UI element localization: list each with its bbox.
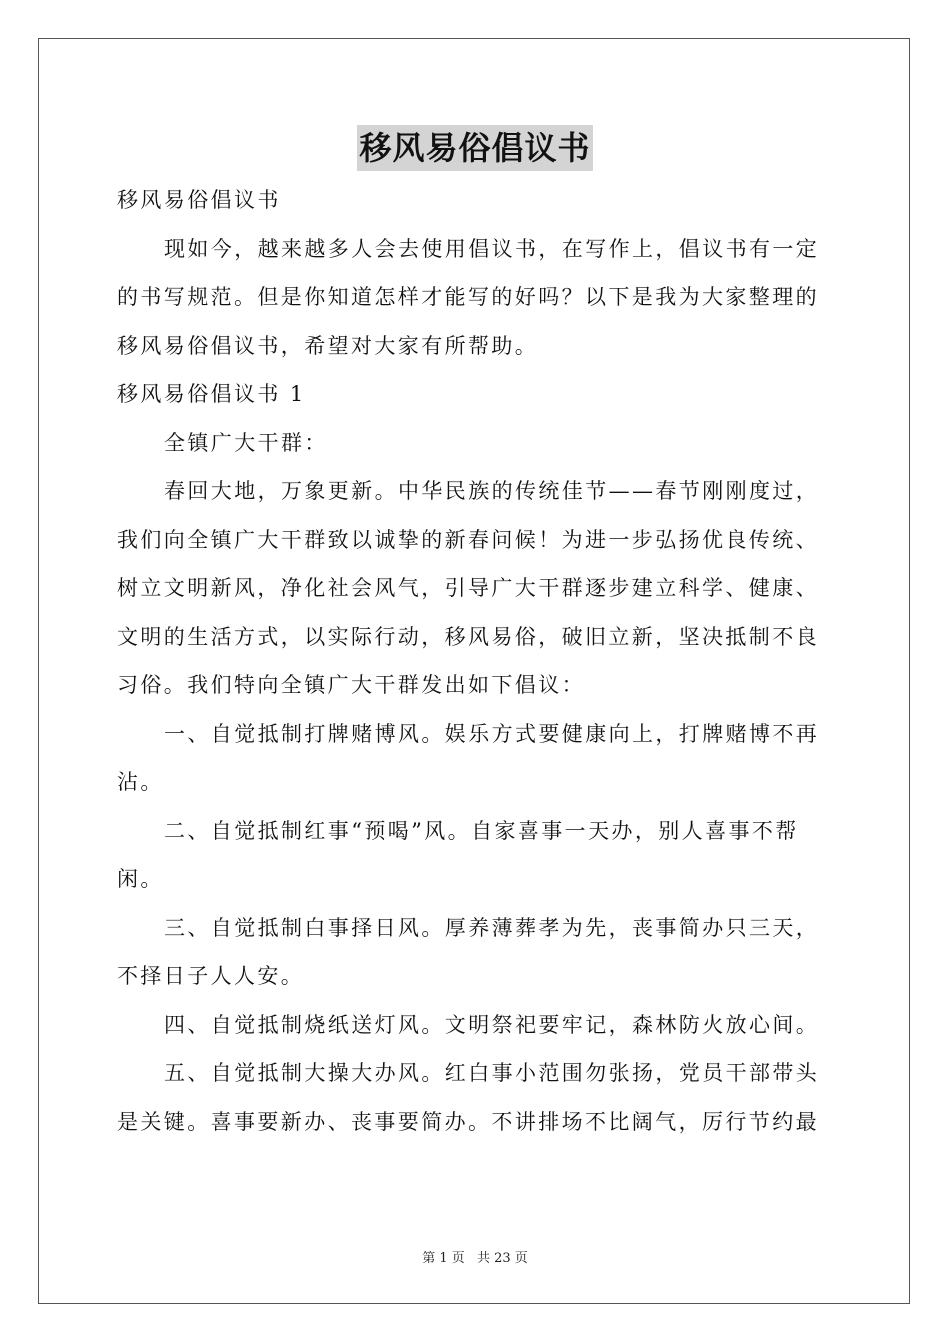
proposal-line: 是关键。喜事要新办、丧事要简办。不讲排场不比阔气，厉行节约最 [117,1109,819,1134]
paragraph-line: 我们向全镇广大干群致以诚挚的新春问候！为进一步弘扬优良传统、 [117,527,819,552]
proposal-line: 二、自觉抵制红事“预喝”风。自家喜事一天办，别人喜事不帮 [164,818,799,843]
title-container [0,125,950,171]
section-heading: 移风易俗倡议书 1 [117,382,306,406]
proposal-line: 一、自觉抵制打牌赌博风。娱乐方式要健康向上，打牌赌博不再 [164,721,820,746]
proposal-line: 闲。 [117,867,164,891]
salutation-line: 全镇广大干群： [164,430,328,455]
page-number: 第 1 页 [422,1251,465,1266]
subtitle-line: 移风易俗倡议书 [117,188,281,212]
document-body [117,176,833,1146]
paragraph-line: 树立文明新风，净化社会风气，引导广大干群逐步建立科学、健康、 [117,576,819,600]
paragraph-line: 文明的生活方式，以实际行动，移风易俗，破旧立新，坚决抵制不良 [117,624,819,649]
proposal-line: 五、自觉抵制大操大办风。红白事小范围勿张扬，党员干部带头 [164,1061,820,1085]
proposal-line: 不择日子人人安。 [117,964,305,988]
page-footer [0,1247,950,1266]
paragraph-line: 习俗。我们特向全镇广大干群发出如下倡议： [117,673,585,697]
page-total: 共 23 页 [476,1251,528,1266]
paragraph-line: 移风易俗倡议书，希望对大家有所帮助。 [117,333,539,358]
proposal-line: 沾。 [117,770,164,794]
paragraph-line: 的书写规范。但是你知道怎样才能写的好吗？以下是我为大家整理的 [117,285,819,309]
proposal-line: 四、自觉抵制烧纸送灯风。文明祭祀要牢记，森林防火放心间。 [164,1012,820,1037]
paragraph-line: 春回大地，万象更新。中华民族的传统佳节——春节刚刚度过， [164,479,820,503]
paragraph-line: 现如今，越来越多人会去使用倡议书，在写作上，倡议书有一定 [164,236,820,261]
document-title: 移风易俗倡议书 [357,125,592,171]
proposal-line: 三、自觉抵制白事择日风。厚养薄葬孝为先，丧事简办只三天， [164,915,820,940]
